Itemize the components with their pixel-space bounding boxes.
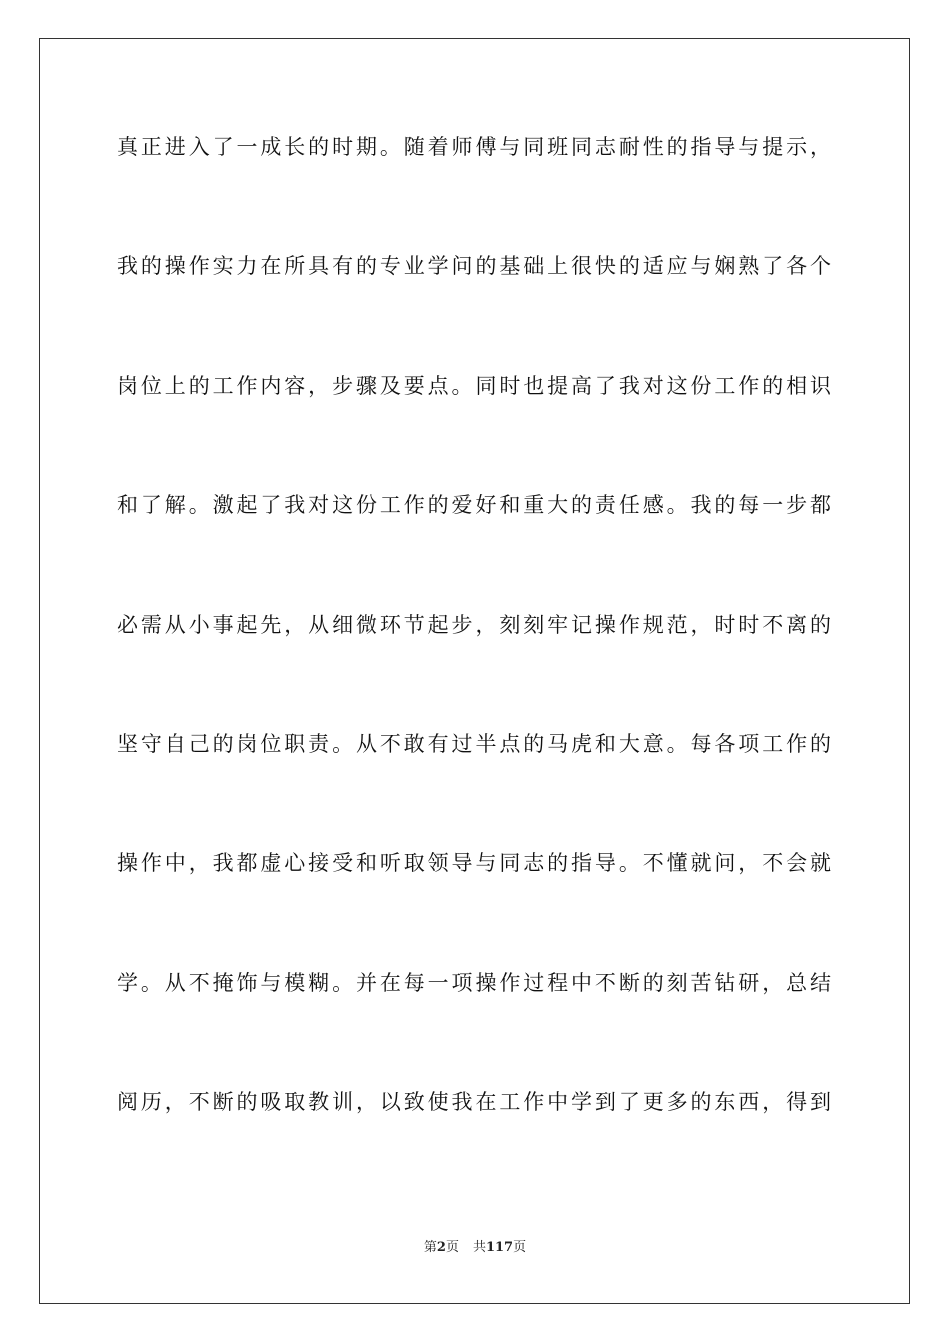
body-line-9: 阅历，不断的吸取教训，以致使我在工作中学到了更多的东西，得到	[117, 1090, 832, 1115]
document-body	[117, 118, 832, 1193]
footer-page-suffix: 页	[445, 1240, 459, 1255]
footer-total-suffix: 页	[513, 1240, 527, 1255]
body-line-2: 我的操作实力在所具有的专业学问的基础上很快的适应与娴熟了各个	[117, 254, 832, 279]
footer-page-prefix: 第	[423, 1240, 437, 1255]
body-line-8: 学。从不掩饰与模糊。并在每一项操作过程中不断的刻苦钻研，总结	[117, 970, 832, 995]
body-line-6: 坚守自己的岗位职责。从不敢有过半点的马虎和大意。每各项工作的	[117, 731, 832, 756]
body-line-7: 操作中，我都虚心接受和听取领导与同志的指导。不懂就问，不会就	[117, 851, 832, 876]
page-footer	[0, 1238, 950, 1258]
body-line-1: 真正进入了一成长的时期。随着师傅与同班同志耐性的指导与提示，	[117, 135, 832, 159]
footer-total-pages: 117	[485, 1240, 514, 1255]
footer-page-number: 2	[436, 1240, 446, 1255]
body-line-4: 和了解。激起了我对这份工作的爱好和重大的责任感。我的每一步都	[117, 493, 832, 518]
footer-total-prefix: 共	[472, 1240, 486, 1255]
body-line-5: 必需从小事起先，从细微环节起步，刻刻牢记操作规范，时时不离的	[117, 612, 832, 637]
body-line-3: 岗位上的工作内容，步骤及要点。同时也提高了我对这份工作的相识	[117, 373, 832, 398]
